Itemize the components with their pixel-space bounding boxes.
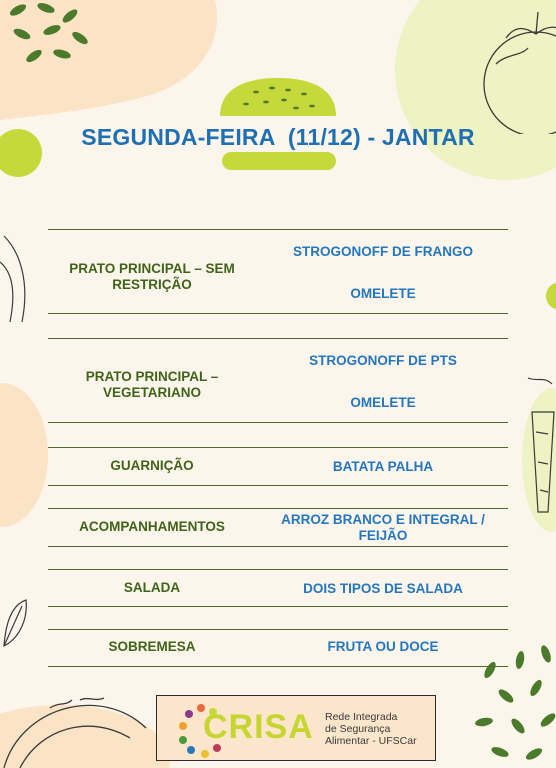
row-label-dessert: SOBREMESA [108, 639, 196, 654]
row-value: STROGONOFF DE PTS [309, 353, 457, 368]
taco-icon [0, 688, 150, 768]
table-divider [48, 338, 508, 339]
tomato-icon [466, 4, 556, 134]
row-label-main-dish: PRATO PRINCIPAL – SEM RESTRIÇÃO [69, 261, 235, 292]
row-value: BATATA PALHA [332, 459, 434, 474]
row-value: STROGONOFF DE FRANGO [293, 244, 473, 259]
table-divider [48, 666, 508, 667]
crisa-logo [156, 695, 436, 761]
peach-blob-left [0, 383, 48, 527]
table-divider [48, 447, 508, 448]
green-dot-right [546, 282, 556, 310]
table-divider [48, 422, 508, 423]
table-divider [48, 485, 508, 486]
table-divider [48, 546, 508, 547]
table-divider [48, 313, 508, 314]
table-divider [48, 629, 508, 630]
table-divider [48, 606, 508, 607]
row-label-vegetarian: PRATO PRINCIPAL – VEGETARIANO [85, 369, 219, 400]
table-divider [48, 569, 508, 570]
row-value: OMELETE [350, 286, 416, 301]
row-value: FRUTA OU DOCE [327, 639, 439, 654]
row-value: OMELETE [350, 395, 416, 410]
corn-icon [0, 232, 40, 332]
row-value: ARROZ BRANCO E INTEGRAL / FEIJÃO [281, 512, 485, 543]
page-title: SEGUNDA-FEIRA (11/12) - JANTAR [81, 124, 475, 150]
logo-subtitle: Rede Integrada de Segurança Alimentar - UFSCar [325, 711, 417, 747]
leaf-outline-icon [0, 598, 30, 648]
table-divider [48, 229, 508, 230]
row-label-accompaniments: ACOMPANHAMENTOS [79, 519, 225, 534]
table-divider [48, 508, 508, 509]
carrot-icon [518, 372, 556, 522]
row-label-salad: SALADA [123, 580, 181, 595]
row-label-side: GUARNIÇÃO [110, 458, 194, 473]
row-value: DOIS TIPOS DE SALADA [303, 581, 463, 596]
leaf-icon [470, 640, 556, 768]
leaf-icon [0, 0, 110, 70]
logo-wordmark: CRISA [203, 708, 314, 746]
